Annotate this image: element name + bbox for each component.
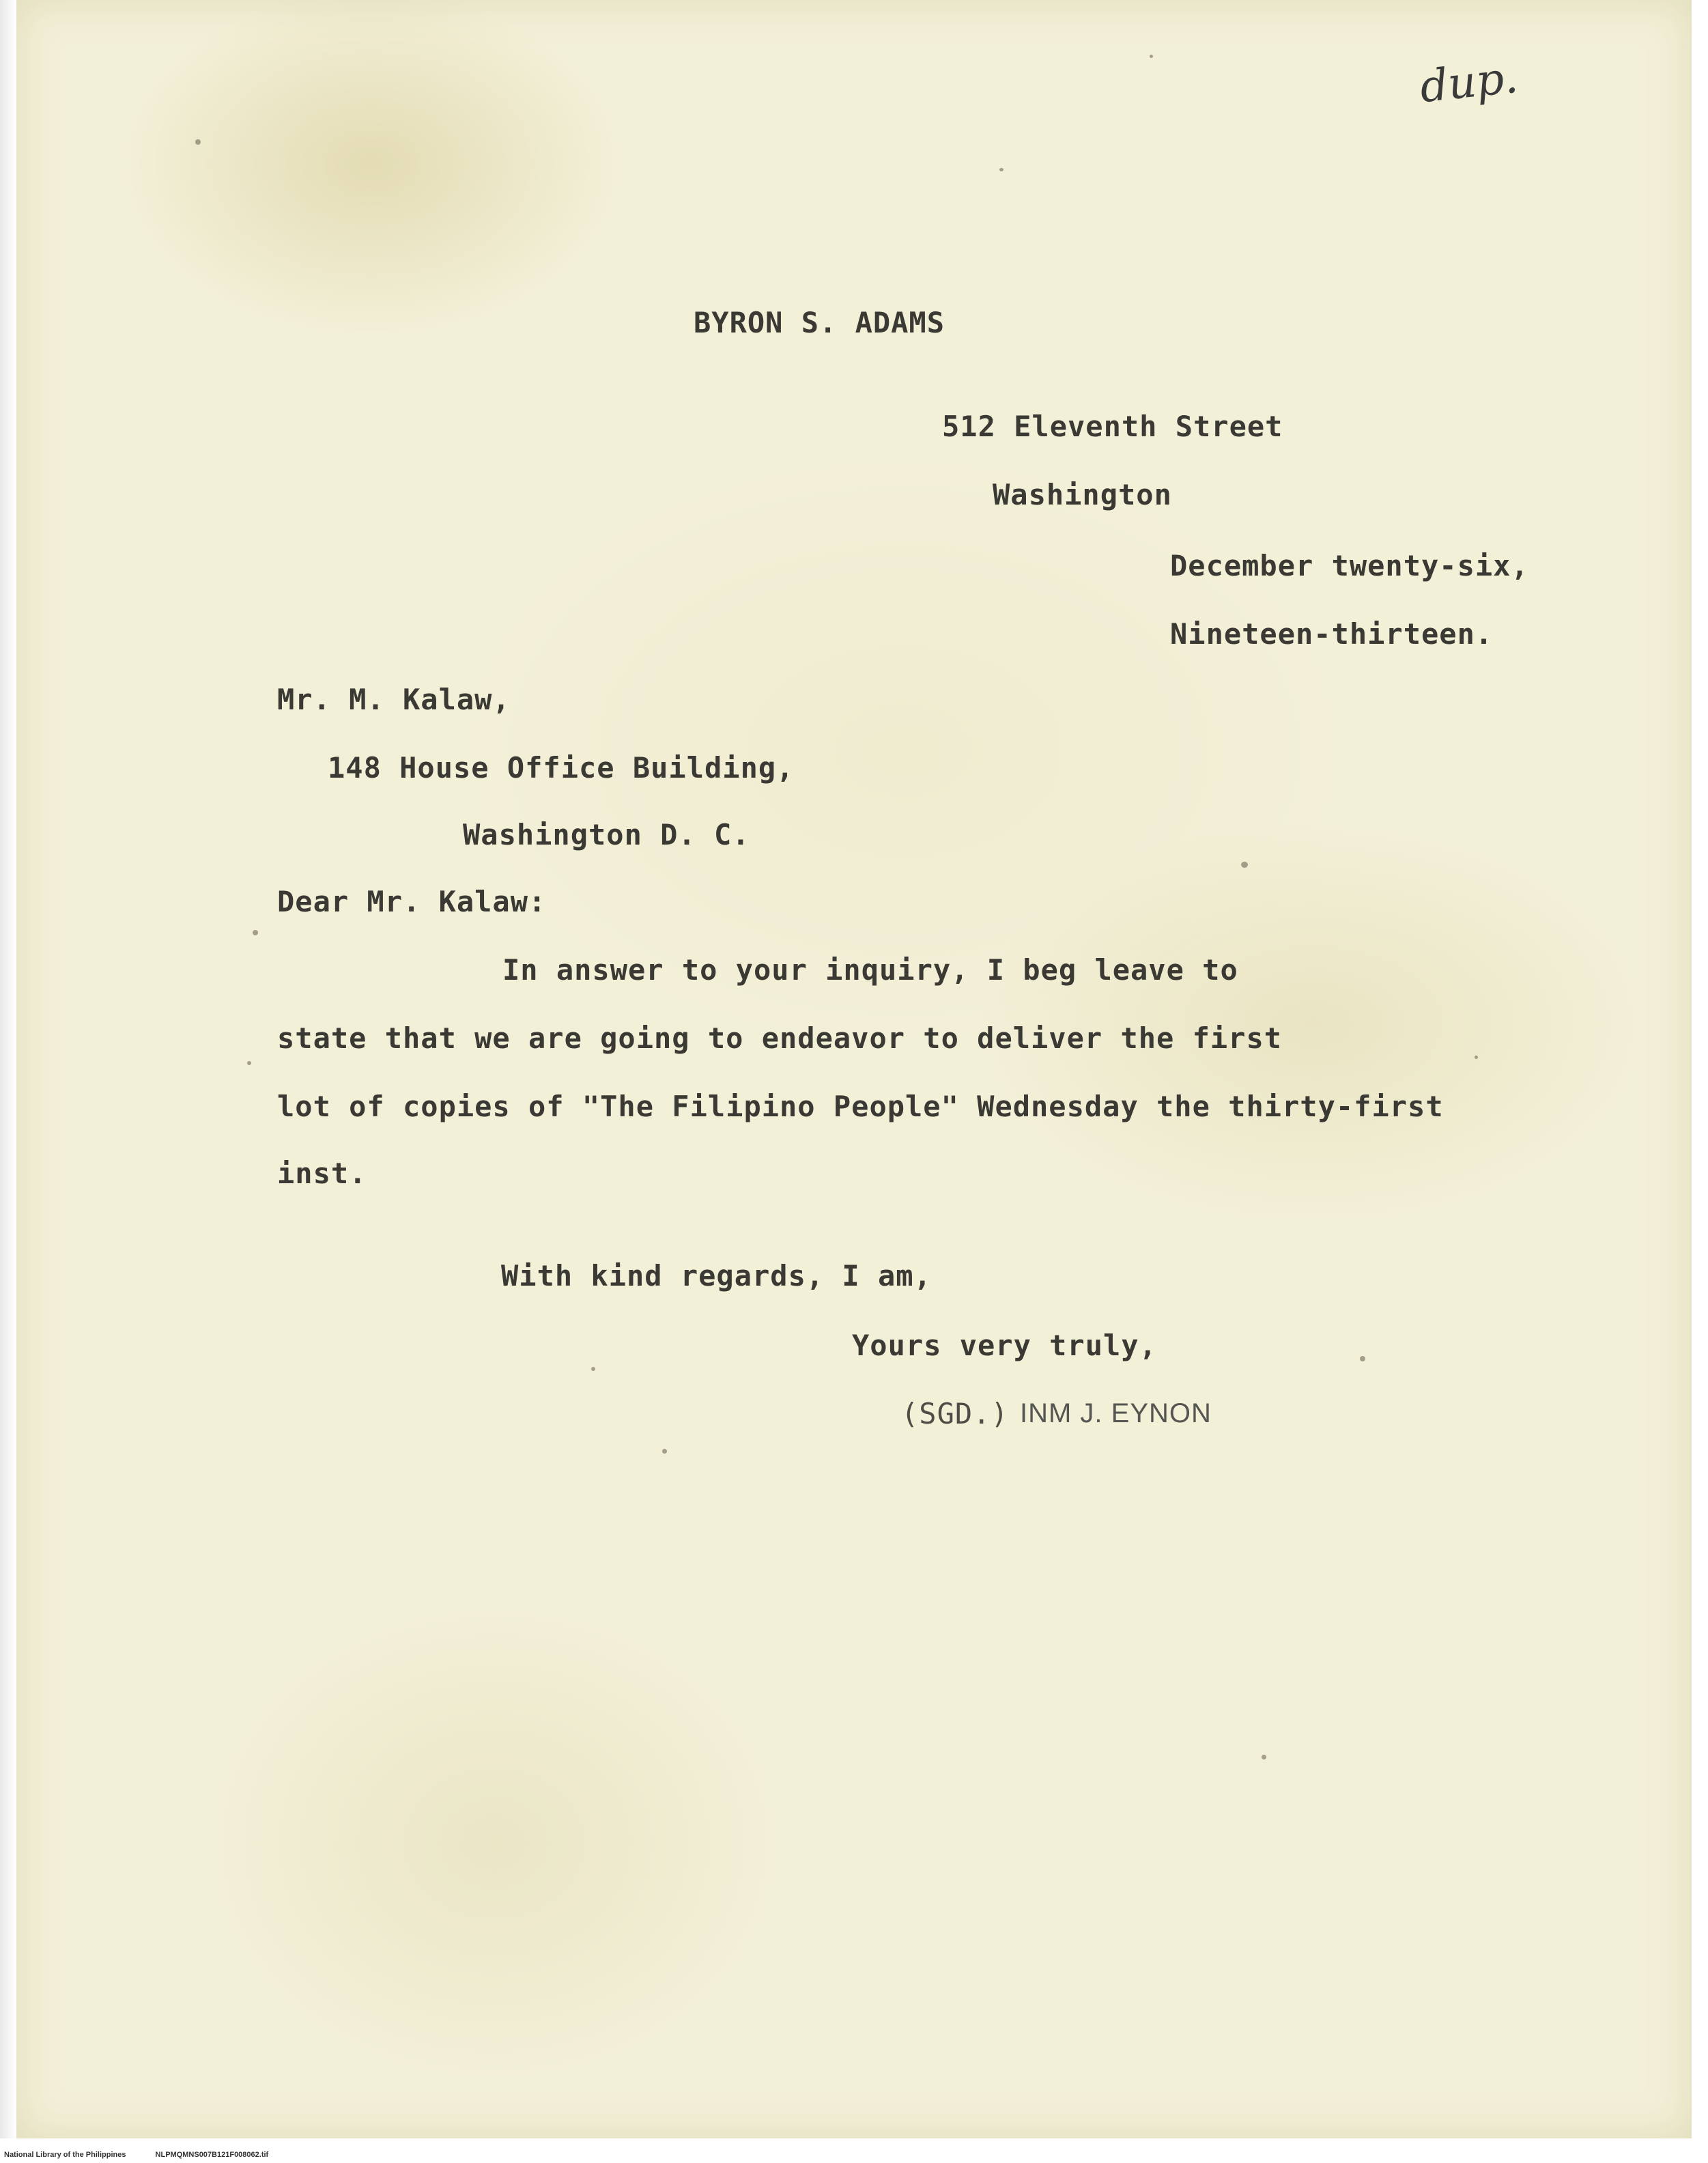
sender-city: Washington [993, 478, 1172, 511]
scan-footer [4, 2151, 296, 2159]
letterhead: BYRON S. ADAMS [694, 306, 945, 339]
paper-speck [253, 930, 258, 935]
recipient-city: Washington D. C. [463, 818, 750, 851]
paper-speck [1150, 55, 1153, 58]
paper-speck [591, 1367, 595, 1371]
paper-speck [195, 139, 201, 145]
body-line-2: state that we are going to endeavor to deliver the first [277, 1021, 1283, 1055]
footer-filename: NLPMQMNS007B121F008062.tif [155, 2151, 269, 2159]
paper-speck [1241, 862, 1248, 868]
recipient-address: 148 House Office Building, [328, 751, 795, 784]
recipient-name: Mr. M. Kalaw, [277, 683, 511, 716]
salutation: Dear Mr. Kalaw: [277, 885, 547, 918]
body-line-1: In answer to your inquiry, I beg leave to [502, 953, 1238, 987]
body-line-3: lot of copies of "The Filipino People" Wednesday the thirty-first [277, 1090, 1444, 1123]
paper-speck [999, 168, 1004, 171]
paper-speck [1360, 1356, 1365, 1361]
paper-speck [247, 1061, 251, 1065]
sender-street: 512 Eleventh Street [942, 410, 1283, 443]
closing-sign-off: Yours very truly, [852, 1329, 1157, 1362]
body-line-4: inst. [277, 1157, 367, 1190]
date-line-2: Nineteen-thirteen. [1170, 617, 1494, 651]
paper-speck [662, 1449, 667, 1454]
scan-left-edge [0, 0, 16, 2138]
date-line-1: December twenty-six, [1170, 549, 1529, 582]
footer-library: National Library of the Philippines [4, 2151, 126, 2159]
closing-regards: With kind regards, I am, [501, 1259, 932, 1292]
signature-prefix: (SGD.) [901, 1397, 1009, 1430]
signature-name: INM J. EYNON [1020, 1398, 1212, 1428]
paper-speck [1262, 1755, 1266, 1759]
paper-speck [1475, 1056, 1478, 1059]
handwritten-annotation: dup. [1417, 52, 1520, 113]
paper-sheet [16, 0, 1692, 2138]
